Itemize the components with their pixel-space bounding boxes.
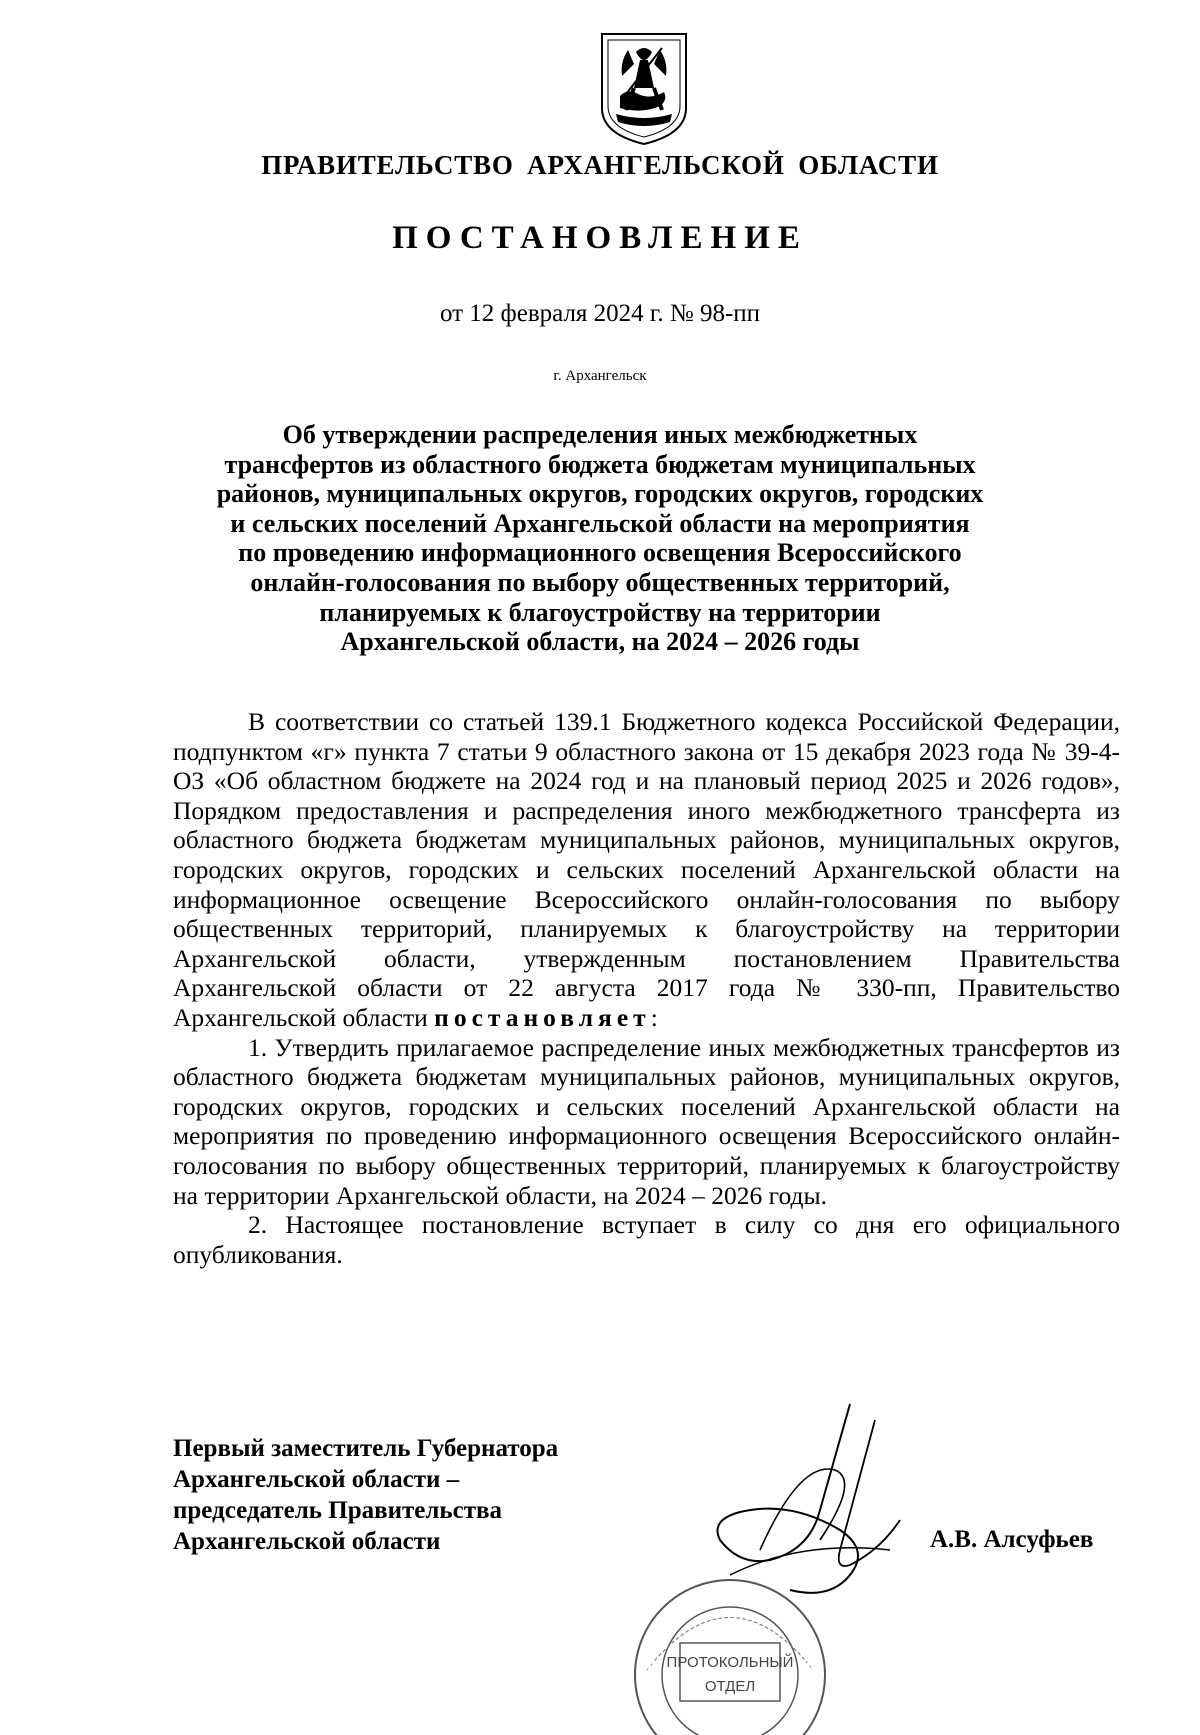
- title-line: по проведению информационного освещения Всероссийского: [238, 538, 962, 568]
- signer-name: А.В. Алсуфьев: [930, 1526, 1094, 1553]
- title-line: Об утверждении распределения иных межбюджетных: [282, 420, 918, 449]
- signatory-line: председатель Правительства: [173, 1497, 503, 1524]
- signatory-position: [173, 1433, 558, 1557]
- resolves-suffix: :: [650, 1002, 658, 1032]
- title-line: и сельских поселений Архангельской области на мероприятия: [230, 508, 970, 538]
- organization-label: ПРАВИТЕЛЬСТВО АРХАНГЕЛЬСКОЙ ОБЛАСТИ: [261, 150, 939, 180]
- document-type-heading: ПОСТАНОВЛЕНИЕ: [392, 220, 808, 256]
- stamp-label-line1: ПРОТОКОЛЬНЫЙ: [666, 1654, 794, 1671]
- document-title: [160, 420, 1040, 657]
- title-line: трансфертов из областного бюджета бюджетам муниципальных: [224, 449, 976, 479]
- title-line: районов, муниципальных округов, городских округов, городских: [216, 479, 984, 509]
- title-line: планируемых к благоустройству на территории: [319, 597, 881, 627]
- title-line: онлайн-голосования по выбору общественных территорий,: [250, 567, 950, 597]
- document-date-number: от 12 февраля 2024 г. № 98-пп: [439, 300, 761, 327]
- coat-of-arms-icon: [598, 30, 690, 148]
- signatory-line: Первый заместитель Губернатора: [173, 1435, 559, 1462]
- resolves-word: постановляет: [434, 1002, 651, 1032]
- preamble-text: В соответствии со статьей 139.1 Бюджетного кодекса Российской Федерации, подпунктом «г» пункта 7 статьи 9 областного закона от 15 декабря 2023 года № 39-4-ОЗ «Об областном бюджете на 2024 год и на плановый период 2025 и 2026 годов», Порядком предоставления и распределения иного межбюджетного трансферта из областного бюджета бюджетам муниципальных районов, муниципальных округов, городских округов, городских и сельских поселений Архангельской области на информационное освещение Всероссийского онлайн-голосования по выбору общественных территорий, планируемых к благоустройству на территории Архангельской области, утвержденным постановлением Правительства Архангельской области от 22 августа 2017 года № 330-пп, Правительство Архангельской области: [173, 707, 1120, 1032]
- organization-name: [0, 150, 1200, 181]
- item-2-paragraph: 2. Настоящее постановление вступает в силу со дня его официального опубликования.: [173, 1210, 1120, 1269]
- signatory-line: Архангельской области –: [173, 1466, 460, 1493]
- signatory-line: Архангельской области: [173, 1528, 441, 1555]
- title-line: Архангельской области, на 2024 – 2026 годы: [340, 627, 860, 657]
- item-1-paragraph: 1. Утвердить прилагаемое распределение иных межбюджетных трансфертов из областного бюджета бюджетам муниципальных районов, муниципальных округов, городских округов, городских и сельских поселений Архангельской области на мероприятия по проведению информационного освещения Всероссийского онлайн-голосования по выбору общественных территорий, планируемых к благоустройству на территории Архангельской области, на 2024 – 2026 годы.: [173, 1032, 1120, 1210]
- preamble-paragraph: [173, 707, 1120, 1033]
- document-city: г. Архангельск: [553, 368, 647, 384]
- stamp-label-line2: ОТДЕЛ: [704, 1678, 756, 1695]
- document-body: [173, 707, 1120, 1269]
- handwritten-signature: [700, 1400, 910, 1620]
